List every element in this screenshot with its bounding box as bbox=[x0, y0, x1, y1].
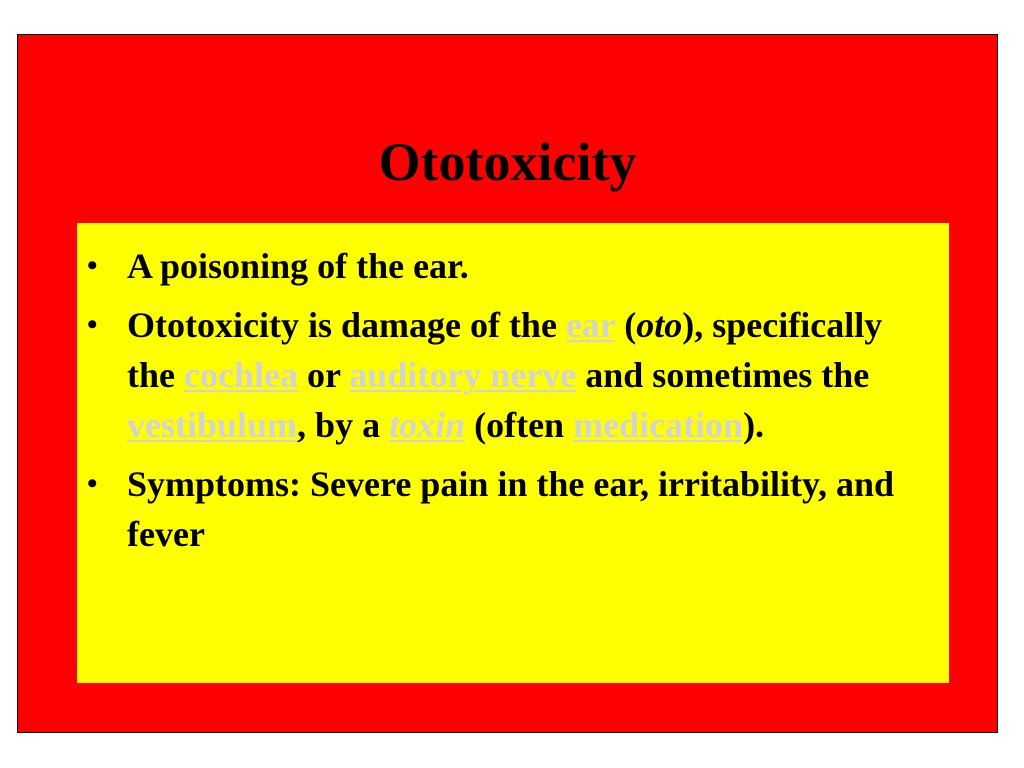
slide-title: Ototoxicity bbox=[378, 132, 637, 192]
slide bbox=[17, 34, 998, 733]
link-medication[interactable]: medication bbox=[573, 405, 744, 445]
bullet-text: Symptoms: Severe pain in the ear, irritability, and fever bbox=[127, 464, 895, 554]
bullet-list bbox=[77, 241, 949, 568]
bullet-text-segment: or bbox=[297, 355, 350, 395]
bullet-text-segment: (often bbox=[465, 405, 574, 445]
bullet-text-segment: ), specifically the bbox=[127, 305, 883, 395]
bullet-text-segment: ( bbox=[615, 305, 637, 345]
link-toxin[interactable]: toxin bbox=[389, 405, 466, 445]
bullet-text-segment: , by a bbox=[297, 405, 390, 445]
bullet-text-segment: ). bbox=[743, 405, 765, 445]
bullet-item bbox=[77, 459, 949, 559]
link-vestibulum[interactable]: vestibulum bbox=[127, 405, 298, 445]
bullet-icon: • bbox=[87, 308, 98, 341]
link-cochlea[interactable]: cochlea bbox=[184, 355, 298, 395]
content-box bbox=[77, 223, 949, 683]
bullet-text: A poisoning of the ear. bbox=[127, 246, 469, 286]
bullet-icon: • bbox=[87, 467, 98, 500]
bullet-item bbox=[77, 241, 949, 291]
link-ear[interactable]: ear bbox=[565, 305, 616, 345]
link-auditory-nerve[interactable]: auditory nerve bbox=[349, 355, 577, 395]
bullet-text-segment: and sometimes the bbox=[576, 355, 870, 395]
bullet-icon: • bbox=[87, 249, 98, 282]
bullet-item bbox=[77, 300, 949, 450]
oto-term: oto bbox=[636, 305, 683, 345]
bullet-text-segment: Ototoxicity is damage of the bbox=[127, 305, 566, 345]
